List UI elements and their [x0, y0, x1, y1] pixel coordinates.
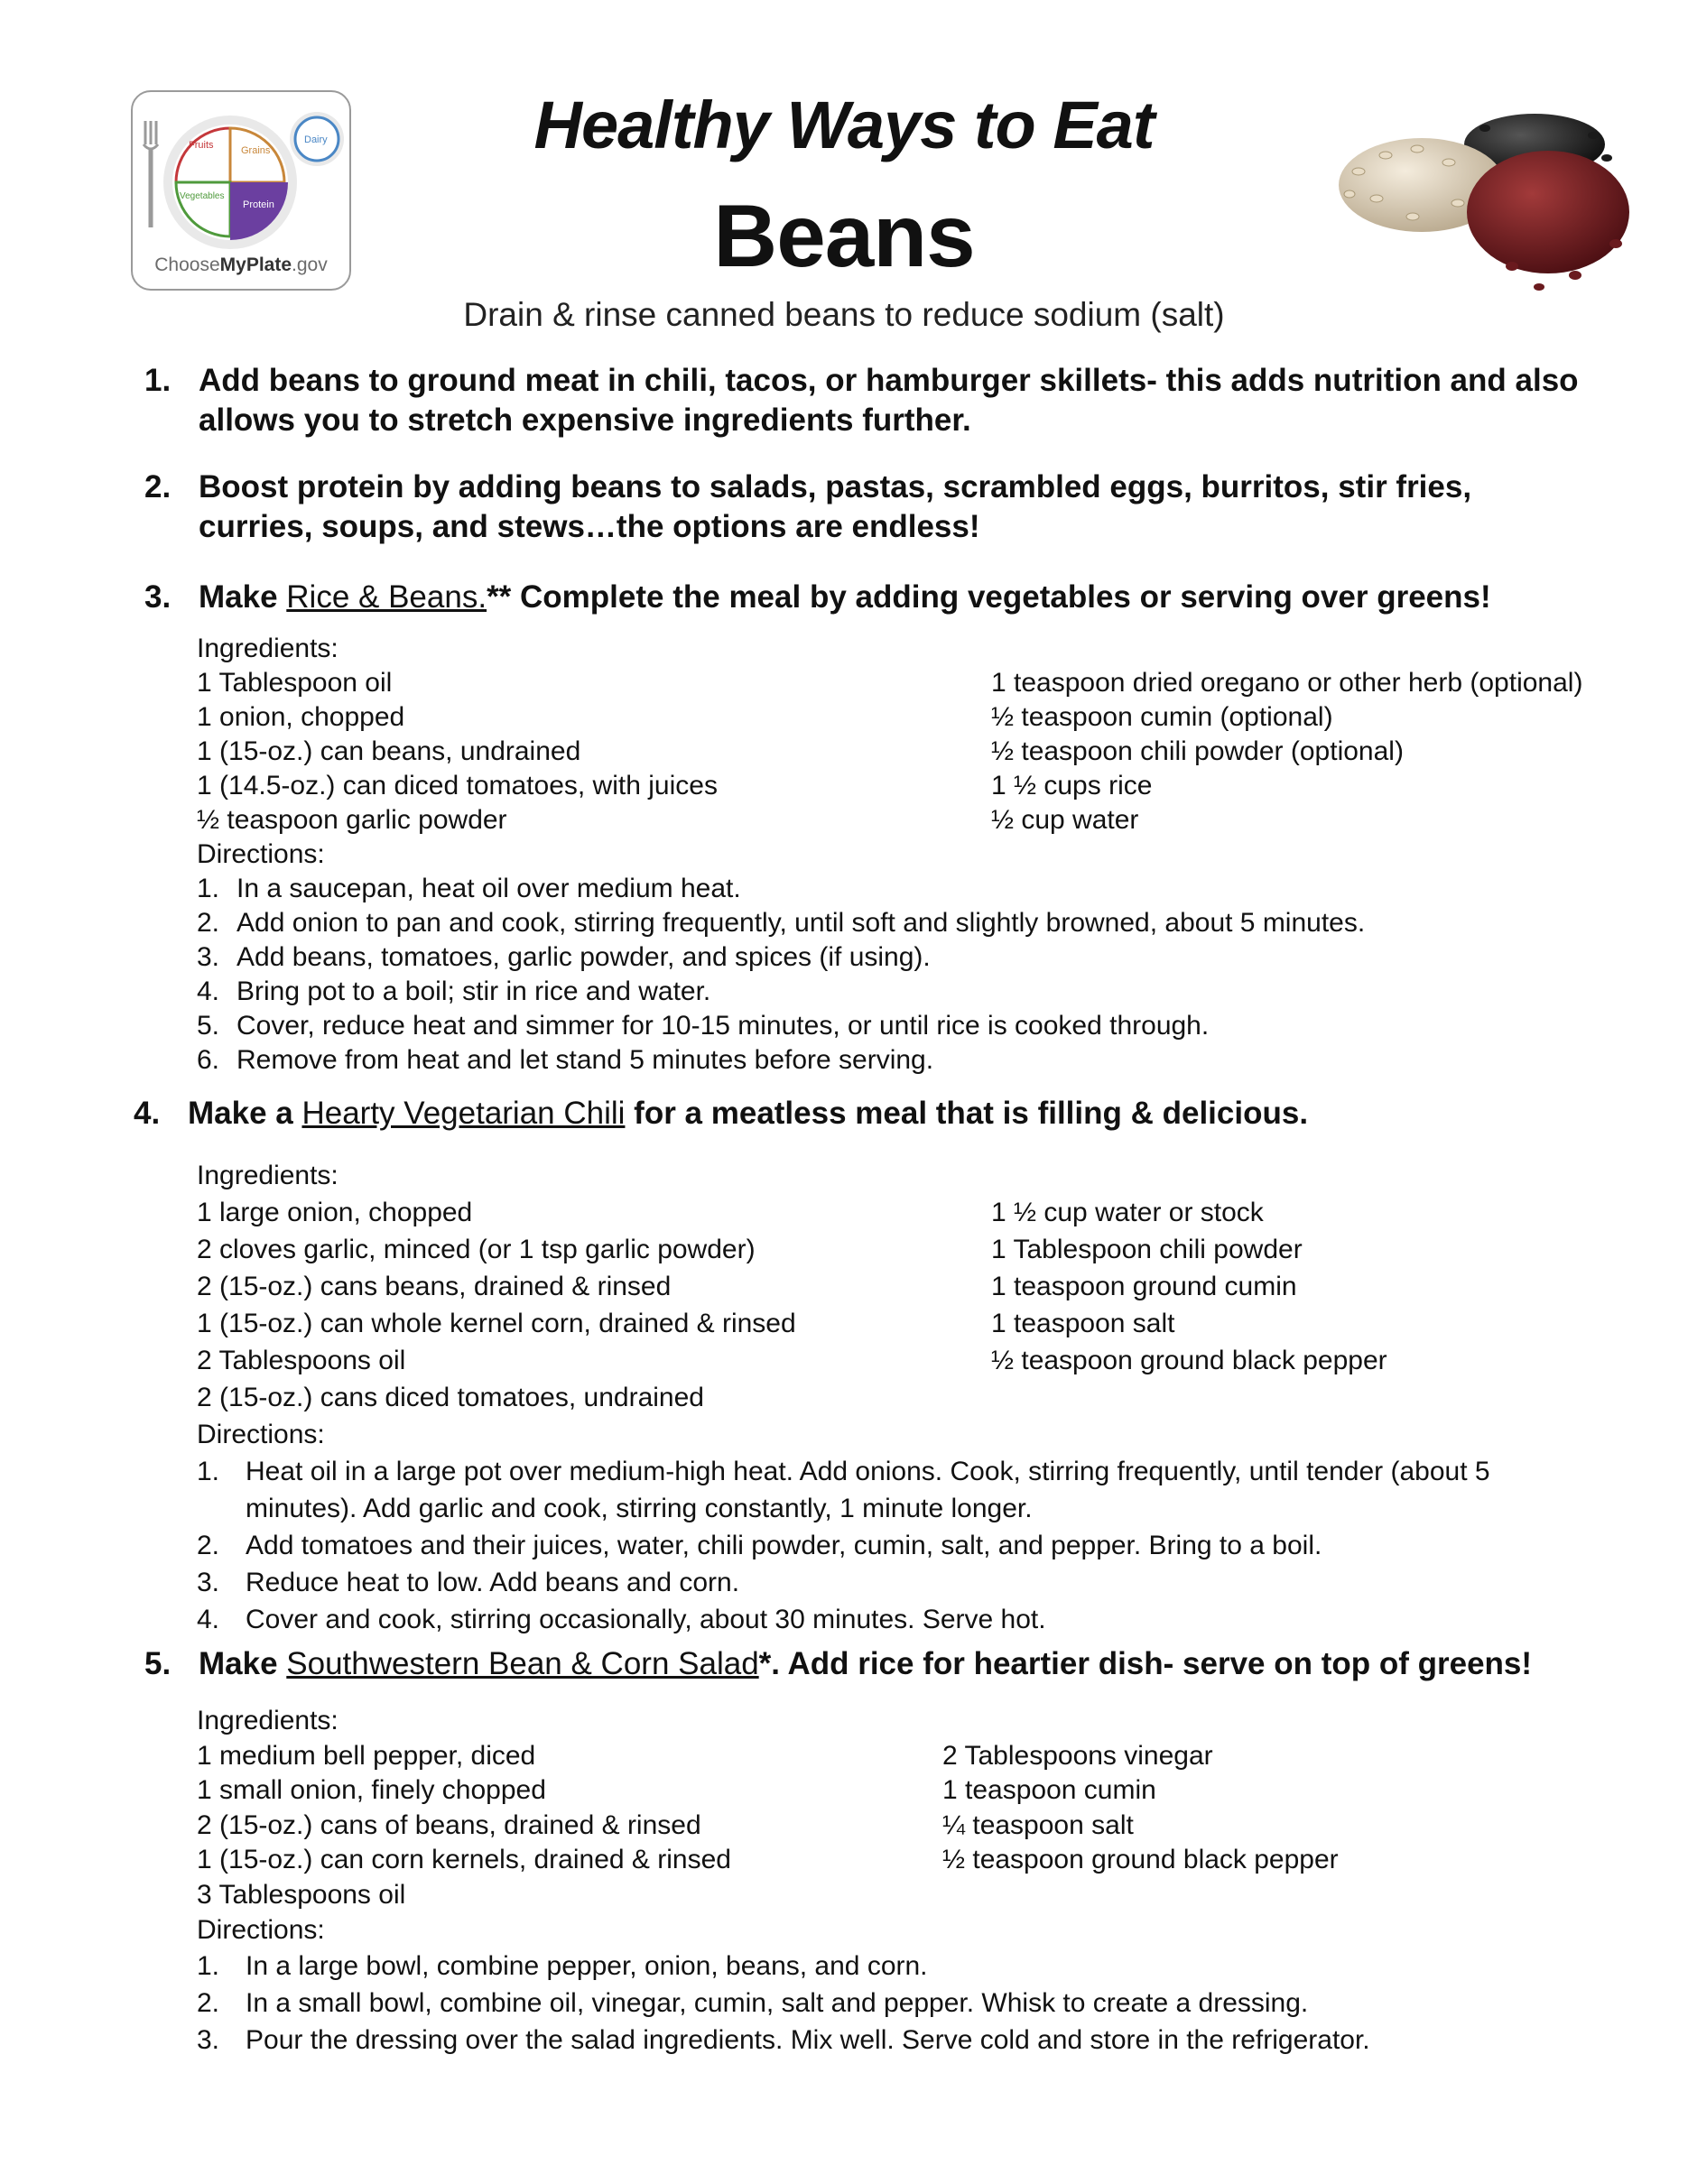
recipe-3-heading: 5. Make Southwestern Bean & Corn Salad*. Add rice for heartier dish- serve on top of greens!: [144, 1646, 1533, 1681]
recipe-3-body: [197, 1704, 1641, 2059]
ingredient: 2 Tablespoons oil: [197, 1346, 406, 1375]
ingredient: ½ teaspoon cumin (optional): [991, 702, 1333, 732]
ingredient: ½ teaspoon chili powder (optional): [991, 736, 1404, 766]
page-title-main: Beans: [713, 186, 975, 285]
direction-step: 4. Bring pot to a boil; stir in rice and water.: [197, 976, 711, 1006]
ingredient: 1 onion, chopped: [197, 702, 405, 732]
tip-number: 1.: [144, 363, 172, 398]
ingredient: 2 cloves garlic, minced (or 1 tsp garlic powder): [197, 1235, 756, 1264]
ingredient: 1 (15-oz.) can whole kernel corn, drained & rinsed: [197, 1309, 796, 1338]
tip-2: [144, 467, 1589, 547]
ingredients-list: [197, 1194, 1641, 1416]
recipe-1-heading: 3. Make Rice & Beans.** Complete the meal by adding vegetables or serving over greens!: [144, 579, 1491, 615]
directions-label: Directions:: [197, 839, 325, 869]
ingredient: 1 ½ cup water or stock: [991, 1198, 1264, 1227]
ingredient: 2 (15-oz.) cans diced tomatoes, undrained: [197, 1383, 704, 1412]
ingredient: 2 (15-oz.) cans beans, drained & rinsed: [197, 1272, 672, 1301]
recipe-2-name: Hearty Vegetarian Chili: [301, 1096, 626, 1131]
fruits-label: Fruits: [189, 140, 214, 151]
ingredients-label: Ingredients:: [197, 1161, 339, 1190]
grains-label: Grains: [241, 145, 271, 156]
recipe-1-name: Rice & Beans.: [286, 579, 487, 615]
direction-step: 6. Remove from heat and let stand 5 minutes before serving.: [197, 1045, 934, 1075]
page-subtitle: Drain & rinse canned beans to reduce sodium (salt): [463, 296, 1225, 333]
protein-label: Protein: [243, 199, 274, 210]
recipe-2-heading: 4. Make a Hearty Vegetarian Chili for a meatless meal that is filling & delicious.: [134, 1096, 1309, 1131]
tip-number: 2.: [144, 469, 172, 504]
ingredient: ½ cup water: [991, 805, 1139, 835]
ingredient: 1 teaspoon dried oregano or other herb (optional): [991, 668, 1583, 698]
ingredient: 1 (15-oz.) can corn kernels, drained & rinsed: [197, 1845, 731, 1874]
directions-label: Directions:: [197, 1420, 325, 1449]
recipe-1-body: [197, 632, 1641, 1078]
direction-step-continued: minutes). Add garlic and cook, stirring constantly, 1 minute longer.: [246, 1494, 1033, 1523]
ingredient: ½ teaspoon garlic powder: [197, 805, 507, 835]
vegetables-label: Vegetables: [180, 191, 225, 201]
ingredient: ½ teaspoon ground black pepper: [942, 1845, 1339, 1874]
ingredient: 1 (14.5-oz.) can diced tomatoes, with juices: [197, 771, 718, 800]
direction-step: 3. Add beans, tomatoes, garlic powder, and spices (if using).: [197, 942, 931, 972]
direction-step: 3. Reduce heat to low. Add beans and corn.: [197, 1568, 740, 1597]
direction-step: 2. Add onion to pan and cook, stirring frequently, until soft and slightly browned, about 5 minutes.: [197, 908, 1366, 938]
ingredient: 1 teaspoon cumin: [942, 1775, 1156, 1805]
ingredient: 1 large onion, chopped: [197, 1198, 473, 1227]
direction-step: 1. In a large bowl, combine pepper, onion, beans, and corn.: [197, 1951, 928, 1981]
ingredient: 3 Tablespoons oil: [197, 1879, 406, 1910]
recipe-2-body: [197, 1157, 1641, 1638]
direction-step: 2. Add tomatoes and their juices, water, chili powder, cumin, salt, and pepper. Bring to a boil.: [197, 1531, 1322, 1560]
ingredient: 1 small onion, finely chopped: [197, 1775, 546, 1805]
ingredient: 2 Tablespoons vinegar: [942, 1740, 1213, 1771]
ingredient: 1 (15-oz.) can beans, undrained: [197, 736, 581, 766]
myplate-brand: ChooseMyPlate.gov: [154, 254, 328, 275]
direction-step: 4. Cover and cook, stirring occasionally, about 30 minutes. Serve hot.: [197, 1605, 1046, 1634]
ingredient: 1 medium bell pepper, diced: [197, 1740, 536, 1771]
ingredients-list: [197, 1739, 1641, 1913]
dairy-label: Dairy: [304, 134, 328, 145]
ingredient: 1 Tablespoon chili powder: [991, 1235, 1303, 1264]
ingredients-label: Ingredients:: [197, 1706, 339, 1735]
ingredients-label: Ingredients:: [197, 634, 339, 663]
direction-step: 2. In a small bowl, combine oil, vinegar, cumin, salt and pepper. Whisk to create a dressing.: [197, 1988, 1309, 2018]
direction-step: 5. Cover, reduce heat and simmer for 10-15 minutes, or until rice is cooked through.: [197, 1011, 1210, 1041]
ingredient: ½ teaspoon ground black pepper: [991, 1346, 1387, 1375]
ingredient: 1 ½ cups rice: [991, 771, 1153, 800]
direction-step: 1. In a saucepan, heat oil over medium heat.: [197, 874, 741, 903]
recipe-3-name: Southwestern Bean & Corn Salad: [286, 1646, 759, 1681]
tip-text: Add beans to ground meat in chili, tacos, or hamburger skillets- this adds nutrition and also allows you to stretch expensive ingredients further.: [199, 363, 1579, 438]
ingredient: 1 Tablespoon oil: [197, 668, 393, 698]
page-title: Healthy Ways to Eat: [533, 88, 1155, 162]
myplate-logo: [131, 90, 351, 291]
directions-label: Directions:: [197, 1914, 325, 1945]
direction-step: 1. Heat oil in a large pot over medium-high heat. Add onions. Cook, stirring frequently, until tender (about 5: [197, 1457, 1490, 1486]
ingredient: ¼ teaspoon salt: [942, 1809, 1134, 1840]
tip-1: [144, 361, 1589, 440]
tip-text: Boost protein by adding beans to salads, pastas, scrambled eggs, burritos, stir fries, curries, soups, and stews…the options are endless!: [199, 469, 1472, 544]
direction-step: 3. Pour the dressing over the salad ingredients. Mix well. Serve cold and store in the refrigerator.: [197, 2025, 1370, 2055]
beans-image: [1331, 108, 1629, 298]
ingredient: 1 teaspoon salt: [991, 1309, 1175, 1338]
ingredients-list: [197, 666, 1641, 838]
ingredient: 1 teaspoon ground cumin: [991, 1272, 1297, 1301]
ingredient: 2 (15-oz.) cans of beans, drained & rinsed: [197, 1809, 701, 1840]
